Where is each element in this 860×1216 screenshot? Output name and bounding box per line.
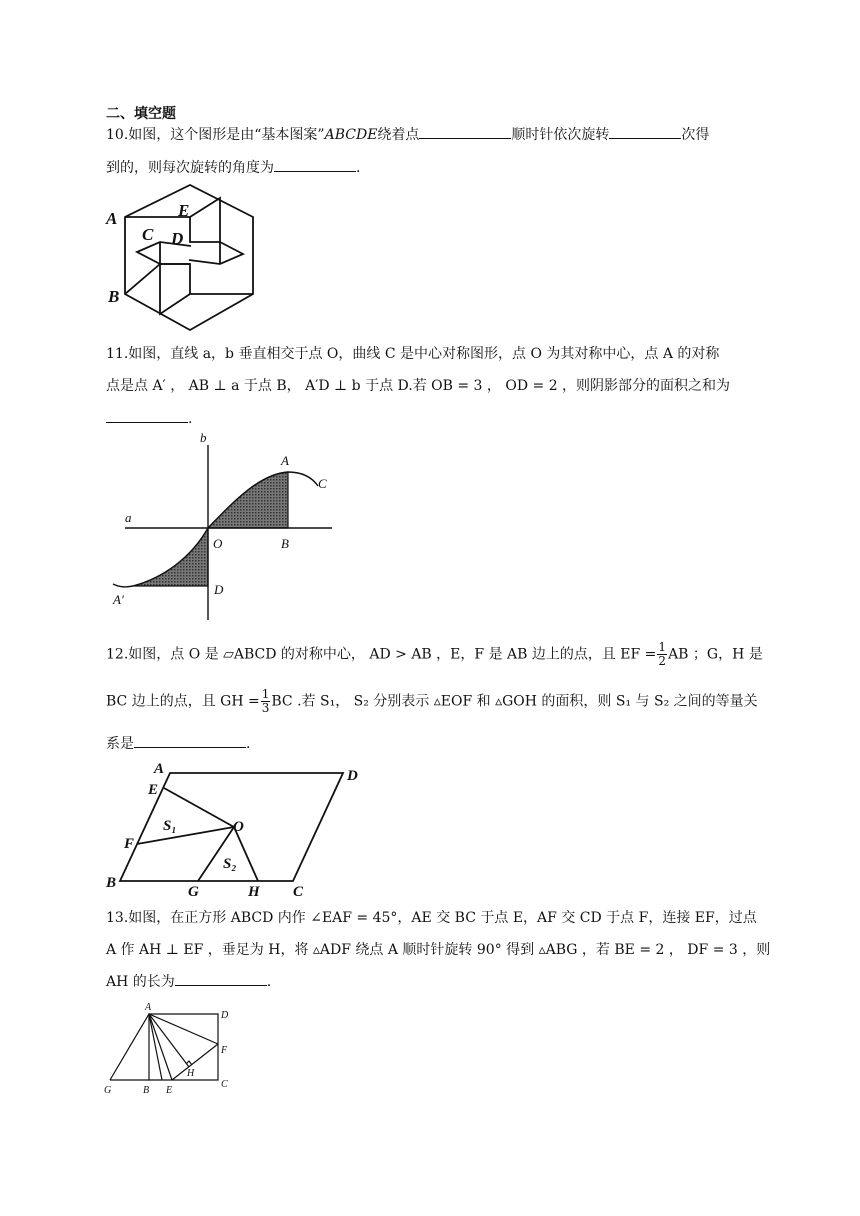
answer-blank[interactable] bbox=[106, 408, 188, 423]
label-B: B bbox=[281, 536, 289, 551]
q10-line-1 bbox=[106, 124, 709, 145]
q13-text: AH 的长为 bbox=[106, 974, 175, 990]
label-D: D bbox=[347, 768, 358, 784]
q11-line-3 bbox=[106, 408, 192, 429]
label-S1: S₁ bbox=[163, 818, 177, 834]
label-E: E bbox=[148, 782, 159, 798]
label-A: A bbox=[106, 209, 118, 228]
segment-HO bbox=[234, 827, 258, 881]
label-D: D bbox=[221, 1010, 229, 1021]
q12-figure bbox=[100, 760, 365, 900]
fraction-numerator: 1 bbox=[658, 640, 667, 654]
label-A-prime: A′ bbox=[113, 592, 124, 607]
label-S2: S₂ bbox=[223, 856, 237, 872]
q13-line-3 bbox=[106, 971, 271, 992]
fraction-denominator: 2 bbox=[658, 654, 667, 668]
q13-line-1: 13.如图，在正方形 ABCD 内作 ∠EAF = 45°，AE 交 BC 于点 E，AF 交 CD 于点 F，连接 EF，过点 bbox=[106, 910, 757, 926]
q10-text: 次得 bbox=[681, 127, 710, 143]
label-C: C bbox=[142, 225, 154, 244]
q10-text: 10.如图，这个图形是由“基本图案” bbox=[106, 127, 325, 143]
label-B: B bbox=[108, 287, 120, 306]
segment-GO bbox=[198, 827, 234, 881]
square-ABCD bbox=[149, 1014, 218, 1080]
segment-FO bbox=[137, 827, 234, 844]
label-H: H bbox=[248, 884, 260, 900]
label-A: A bbox=[154, 761, 165, 777]
segment-EF bbox=[172, 1044, 218, 1080]
label-G: G bbox=[104, 1085, 112, 1096]
label-C: C bbox=[293, 884, 304, 900]
label-C: C bbox=[318, 476, 327, 491]
shaded-region-lower bbox=[133, 528, 208, 586]
q12-text: BC 边上的点，且 GH = bbox=[106, 693, 260, 710]
section-title: 二、填空题 bbox=[106, 106, 176, 122]
q12-text: AB ；G，H 是 bbox=[668, 646, 763, 663]
q11-text: . bbox=[188, 411, 193, 427]
label-C: C bbox=[221, 1079, 228, 1090]
answer-blank[interactable] bbox=[175, 971, 267, 986]
label-B: B bbox=[143, 1085, 150, 1096]
q12-line-1 bbox=[106, 641, 763, 668]
label-a: a bbox=[125, 510, 132, 525]
q12-line-3 bbox=[106, 733, 250, 754]
fraction-one-half bbox=[657, 641, 667, 668]
answer-blank[interactable] bbox=[274, 157, 356, 172]
rotated-pattern-path bbox=[137, 242, 191, 314]
rotated-pattern-path bbox=[125, 264, 190, 294]
q10-figure bbox=[100, 180, 270, 335]
q13-text: . bbox=[266, 974, 272, 990]
q10-line-2 bbox=[106, 157, 360, 178]
answer-blank[interactable] bbox=[419, 124, 511, 139]
label-F: F bbox=[221, 1045, 228, 1056]
q11-line-2: 点是点 A′ ， AB ⊥ a 于点 B， A′D ⊥ b 于点 D.若 OB = 3 ， OD = 2 ，则阴影部分的面积之和为 bbox=[106, 378, 731, 394]
label-B: B bbox=[106, 875, 117, 891]
label-G: G bbox=[188, 884, 199, 900]
label-F: F bbox=[124, 836, 135, 852]
q10-text: . bbox=[356, 160, 361, 176]
label-A: A bbox=[281, 453, 289, 468]
fraction-numerator: 1 bbox=[261, 687, 270, 701]
label-D: D bbox=[214, 582, 224, 597]
shaded-region-upper bbox=[208, 472, 288, 528]
q10-var: ABCDE bbox=[324, 127, 378, 143]
q12-text: 系是 bbox=[106, 736, 134, 752]
label-O: O bbox=[213, 536, 223, 551]
q13-line-2: A 作 AH ⊥ EF ，垂足为 H，将 ▵ADF 绕点 A 顺时针旋转 90° 得到 ▵ABG ，若 BE = 2 ， DF = 3 ，则 bbox=[106, 942, 771, 958]
segment-AF bbox=[149, 1014, 218, 1044]
q12-text: BC .若 S₁， S₂ 分别表示 ▵EOF 和 ▵GOH 的面积，则 S₁ 与 S₂ 之间的等量关 bbox=[271, 693, 758, 710]
q11-line-1: 11.如图，直线 a，b 垂直相交于点 O，曲线 C 是中心对称图形，点 O 为其对称中心，点 A 的对称 bbox=[106, 346, 720, 362]
q13-figure bbox=[100, 998, 240, 1098]
rotated-pattern-path bbox=[160, 242, 253, 294]
q12-line-2 bbox=[106, 688, 758, 715]
q11-figure bbox=[105, 428, 345, 623]
q10-text: 到的，则每次旋转的角度为 bbox=[106, 160, 274, 176]
segment-AH bbox=[149, 1014, 189, 1067]
q10-text: 顺时针依次旋转 bbox=[511, 127, 610, 143]
label-H: H bbox=[187, 1068, 195, 1079]
q12-text: . bbox=[246, 736, 251, 752]
label-A: A bbox=[145, 1002, 152, 1013]
label-D: D bbox=[171, 229, 184, 248]
q10-text: 绕着点 bbox=[377, 127, 420, 143]
label-b: b bbox=[200, 430, 207, 445]
fraction-one-third bbox=[261, 688, 271, 715]
q12-text: 12.如图，点 O 是 ▱ABCD 的对称中心， AD > AB ，E，F 是 AB 边上的点，且 EF = bbox=[106, 646, 657, 663]
label-O: O bbox=[233, 819, 244, 835]
label-E: E bbox=[166, 1085, 173, 1096]
label-E: E bbox=[178, 201, 190, 220]
answer-blank[interactable] bbox=[609, 124, 681, 139]
segment-AG bbox=[110, 1014, 149, 1080]
fraction-denominator: 3 bbox=[261, 701, 270, 715]
answer-blank[interactable] bbox=[134, 733, 246, 748]
